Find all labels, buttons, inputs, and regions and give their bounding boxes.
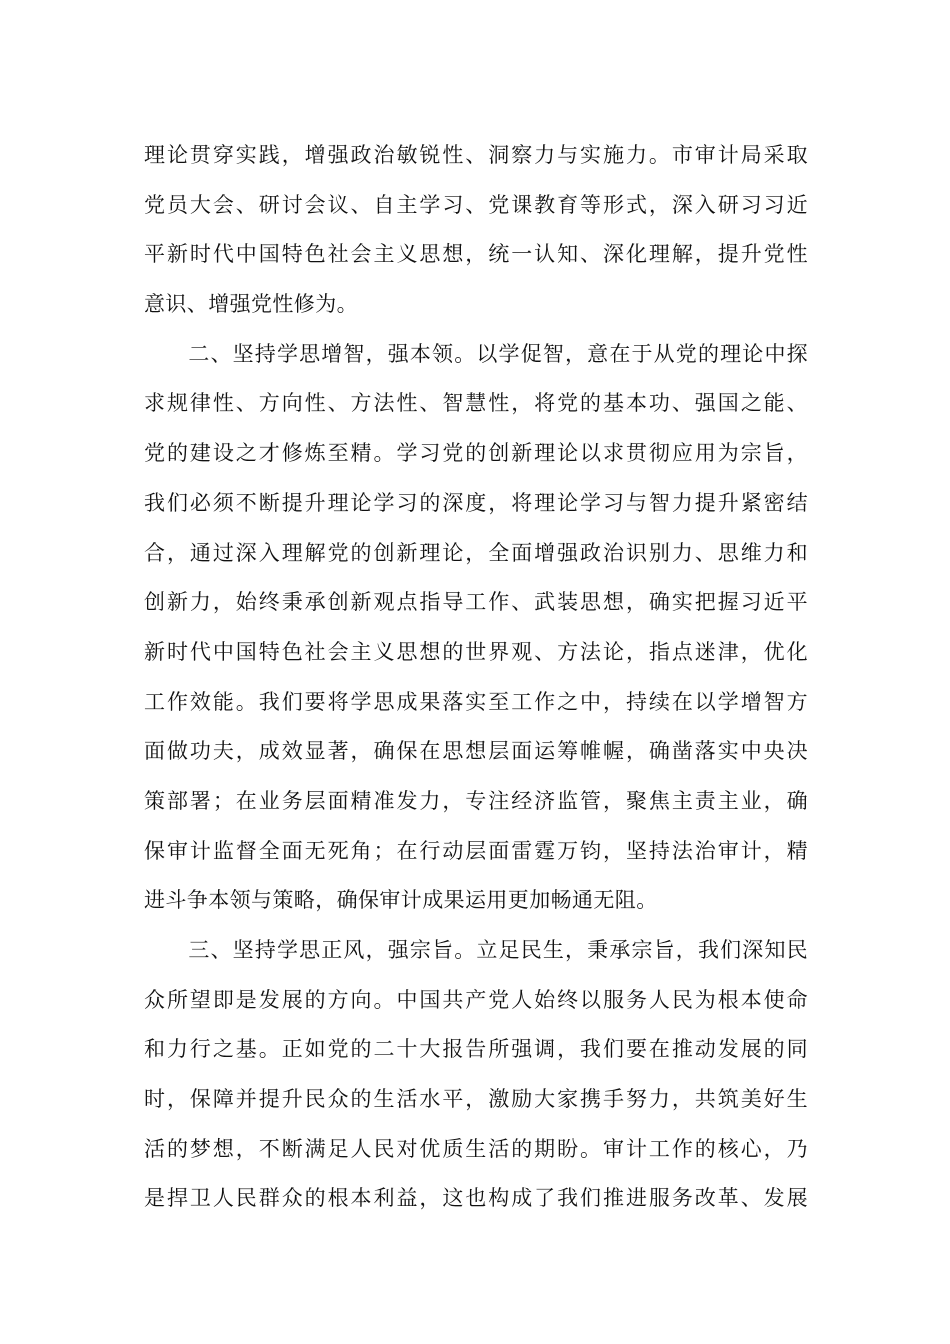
text-line: 合，通过深入理解党的创新理论，全面增强政治识别力、思维力和 [144, 540, 808, 565]
section-two-heading-line: 二、坚持学思增智，强本领。以学促智，意在于从党的理论中探 [144, 341, 808, 366]
text-line: 活的梦想，不断满足人民对优质生活的期盼。审计工作的核心，乃 [144, 1136, 808, 1161]
text-line: 工作效能。我们要将学思成果落实至工作之中，持续在以学增智方 [144, 689, 808, 714]
text-line: 是捍卫人民群众的根本利益，这也构成了我们推进服务改革、发展 [144, 1186, 808, 1211]
text-line: 面做功夫，成效显著，确保在思想层面运筹帷幄，确凿落实中央决 [144, 739, 808, 764]
text-line: 时，保障并提升民众的生活水平，激励大家携手努力，共筑美好生 [144, 1087, 808, 1112]
text-line: 新时代中国特色社会主义思想的世界观、方法论，指点迷津，优化 [144, 639, 808, 664]
section-three-heading-line: 三、坚持学思正风，强宗旨。立足民生，秉承宗旨，我们深知民 [144, 938, 808, 962]
text-line: 理论贯穿实践，增强政治敏锐性、洞察力与实施力。市审计局采取 [144, 143, 808, 167]
text-line: 众所望即是发展的方向。中国共产党人始终以服务人民为根本使命 [144, 987, 808, 1012]
text-line: 求规律性、方向性、方法性、智慧性，将党的基本功、强国之能、 [144, 391, 808, 416]
text-line: 党的建设之才修炼至精。学习党的创新理论以求贯彻应用为宗旨， [144, 441, 808, 466]
text-line: 保审计监督全面无死角；在行动层面雷霆万钧，坚持法治审计，精 [144, 838, 808, 863]
text-line: 党员大会、研讨会议、自主学习、党课教育等形式，深入研习习近 [144, 192, 808, 217]
text-line: 策部署；在业务层面精准发力，专注经济监管，聚焦主责主业，确 [144, 788, 808, 813]
text-line: 和力行之基。正如党的二十大报告所强调，我们要在推动发展的同 [144, 1037, 808, 1062]
text-line: 创新力，始终秉承创新观点指导工作、武装思想，确实把握习近平 [144, 590, 808, 615]
text-line: 平新时代中国特色社会主义思想，统一认知、深化理解，提升党性 [144, 242, 808, 267]
text-line: 意识、增强党性修为。 [144, 292, 358, 317]
text-line: 我们必须不断提升理论学习的深度，将理论学习与智力提升紧密结 [144, 490, 808, 515]
text-line: 进斗争本领与策略，确保审计成果运用更加畅通无阻。 [144, 888, 658, 913]
document-body [144, 131, 808, 1224]
